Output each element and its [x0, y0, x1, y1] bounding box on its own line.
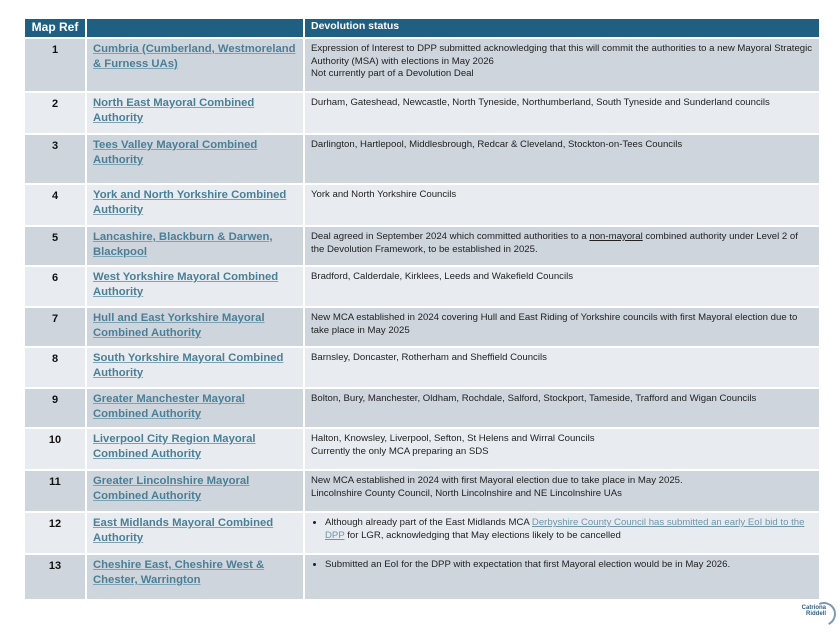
status-line: Currently the only MCA preparing an SDS: [311, 445, 489, 457]
table-row: [24, 470, 820, 512]
authority-name-cell[interactable]: [86, 266, 304, 307]
authority-link[interactable]: Lancashire, Blackburn & Darwen, Blackpool: [93, 231, 273, 258]
authority-name-cell[interactable]: [86, 554, 304, 600]
table-header-row: [24, 18, 820, 38]
table-row: [24, 428, 820, 470]
status-line: York and North Yorkshire Councils: [311, 189, 457, 200]
table-row: [24, 554, 820, 600]
bullet-item: • Submitted an EoI for the DPP with expectation that first Mayoral election would be in May 2026.: [325, 559, 813, 572]
authority-link[interactable]: Cheshire East, Cheshire West & Chester, Warrington: [93, 559, 265, 586]
authority-link[interactable]: Liverpool City Region Mayoral Combined Authority: [93, 433, 256, 460]
header-map-ref: Map Ref: [24, 18, 86, 38]
logo-arc-icon: [809, 599, 840, 630]
map-ref-cell: 4: [24, 184, 86, 226]
status-cell: [304, 38, 820, 92]
authority-link[interactable]: East Midlands Mayoral Combined Authority: [93, 517, 274, 544]
underlined-text: non-mayoral: [589, 231, 643, 242]
authority-link[interactable]: South Yorkshire Mayoral Combined Authority: [93, 352, 284, 379]
map-ref-cell: 7: [24, 307, 86, 347]
devolution-table: [23, 17, 821, 601]
map-ref-cell: 2: [24, 92, 86, 134]
status-line: New MCA established in 2024 with first Mayoral election due to take place in May 2025.: [311, 475, 683, 486]
status-cell: [304, 388, 820, 428]
authority-name-cell[interactable]: [86, 347, 304, 388]
authority-link[interactable]: York and North Yorkshire Combined Authority: [93, 189, 287, 216]
status-line: Barnsley, Doncaster, Rotherham and Sheffield Councils: [311, 352, 547, 363]
table-row: [24, 92, 820, 134]
authority-name-cell[interactable]: [86, 428, 304, 470]
authority-link[interactable]: West Yorkshire Mayoral Combined Authority: [93, 271, 279, 298]
authority-name-cell[interactable]: [86, 38, 304, 92]
authority-name-cell[interactable]: [86, 92, 304, 134]
status-cell: [304, 92, 820, 134]
map-ref-cell: 8: [24, 347, 86, 388]
table-row: [24, 512, 820, 554]
table-row: [24, 226, 820, 266]
status-line: Darlington, Hartlepool, Middlesbrough, Redcar & Cleveland, Stockton-on-Tees Councils: [311, 139, 683, 150]
table-row: [24, 184, 820, 226]
authority-link[interactable]: Greater Manchester Mayoral Combined Authority: [93, 393, 245, 420]
header-name: [86, 18, 304, 38]
authority-name-cell[interactable]: [86, 184, 304, 226]
table-row: [24, 38, 820, 92]
map-ref-cell: 12: [24, 512, 86, 554]
status-line: Expression of Interest to DPP submitted acknowledging that this will commit the authorities to a new Mayoral Strategic Authority (MSA) with elections in May 2026: [311, 43, 813, 67]
authority-name-cell[interactable]: [86, 512, 304, 554]
authority-name-cell[interactable]: [86, 307, 304, 347]
status-cell: [304, 307, 820, 347]
status-cell: [304, 266, 820, 307]
table-row: [24, 134, 820, 184]
authority-link[interactable]: Tees Valley Mayoral Combined Authority: [93, 139, 258, 166]
authority-name-cell[interactable]: [86, 388, 304, 428]
status-cell: [304, 554, 820, 600]
status-line: Bolton, Bury, Manchester, Oldham, Rochdale, Salford, Stockport, Tameside, Trafford and Wigan Councils: [311, 393, 757, 404]
authority-link[interactable]: Cumbria (Cumberland, Westmoreland & Furness UAs): [93, 43, 296, 70]
header-status: Devolution status: [304, 18, 820, 38]
map-ref-cell: 10: [24, 428, 86, 470]
map-ref-cell: 6: [24, 266, 86, 307]
status-cell: [304, 428, 820, 470]
table-row: [24, 266, 820, 307]
table-row: [24, 388, 820, 428]
status-line: New MCA established in 2024 covering Hull and East Riding of Yorkshire councils with first Mayoral election due to take place in May 2025: [311, 312, 798, 336]
map-ref-cell: 9: [24, 388, 86, 428]
table-row: [24, 307, 820, 347]
map-ref-cell: 5: [24, 226, 86, 266]
status-cell: Deal agreed in September 2024 which committed authorities to a non-mayoral combined authority under Level 2 of the Devolution Framework, to be established in 2025.: [304, 226, 820, 266]
map-ref-cell: 11: [24, 470, 86, 512]
map-ref-cell: 3: [24, 134, 86, 184]
authority-name-cell[interactable]: [86, 470, 304, 512]
authority-name-cell[interactable]: [86, 134, 304, 184]
status-line: Durham, Gateshead, Newcastle, North Tyneside, Northumberland, South Tyneside and Sunderland councils: [311, 97, 770, 108]
authority-link[interactable]: Hull and East Yorkshire Mayoral Combined Authority: [93, 312, 265, 339]
bullet-item: • Although already part of the East Midlands MCA Derbyshire County Council has submitted an early EoI bid to the DPP for LGR, acknowledging that May elections likely to be cancelled: [325, 517, 813, 542]
status-line: Bradford, Calderdale, Kirklees, Leeds and Wakefield Councils: [311, 271, 574, 282]
status-cell: [304, 134, 820, 184]
status-line: Not currently part of a Devolution Deal: [311, 68, 474, 79]
map-ref-cell: 1: [24, 38, 86, 92]
status-line: Halton, Knowsley, Liverpool, Sefton, St Helens and Wirral Councils: [311, 433, 595, 444]
authority-link[interactable]: Greater Lincolnshire Mayoral Combined Authority: [93, 475, 250, 502]
status-line: Lincolnshire County Council, North Lincolnshire and NE Lincolnshire UAs: [311, 487, 622, 499]
status-cell: [304, 184, 820, 226]
status-cell: [304, 470, 820, 512]
authority-name-cell[interactable]: [86, 226, 304, 266]
map-ref-cell: 13: [24, 554, 86, 600]
status-cell: [304, 347, 820, 388]
table-row: [24, 347, 820, 388]
catriona-riddell-logo: Catriona Riddell: [800, 600, 836, 628]
derbyshire-eoi-link[interactable]: Derbyshire County Council has submitted an early EoI bid to the DPP: [325, 517, 805, 541]
authority-link[interactable]: North East Mayoral Combined Authority: [93, 97, 255, 124]
status-cell: [304, 512, 820, 554]
